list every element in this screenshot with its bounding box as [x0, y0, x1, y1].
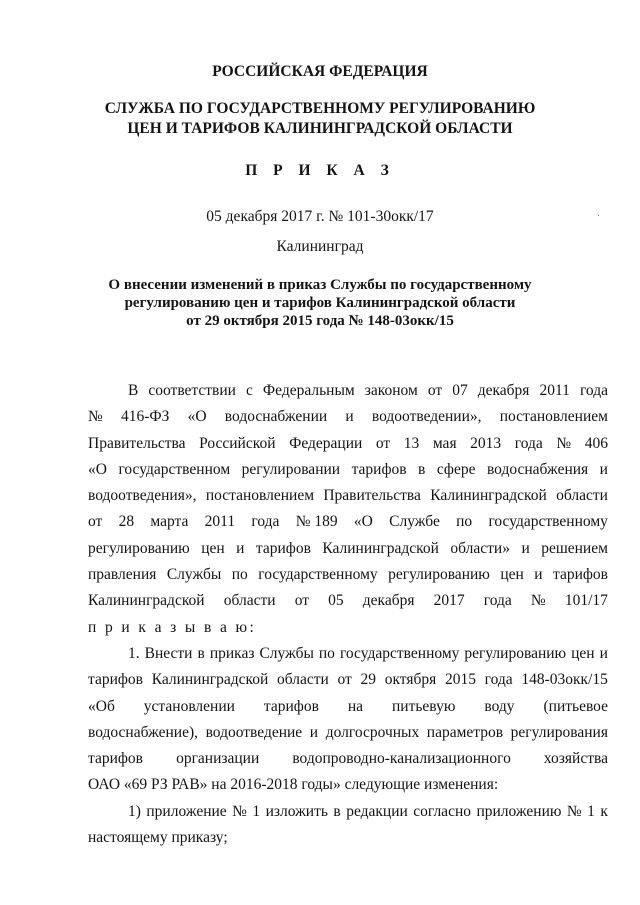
preamble-line: [88, 457, 608, 483]
item1-line: [88, 694, 608, 720]
subject-line1: О внесении изменений в приказ Службы по государственному: [108, 277, 532, 293]
word: параметров: [426, 723, 504, 741]
word: Калининградской: [322, 539, 439, 557]
date-and-number: 05 декабря 2017 г. № 101-30окк/17: [206, 208, 434, 225]
word: Правительства: [88, 434, 186, 452]
word: водопроводно-канализационного: [292, 750, 511, 768]
word: (питьевое: [543, 697, 608, 715]
subitem-1-paragraph: [88, 799, 608, 825]
word: государственному: [339, 644, 460, 662]
word: №: [556, 434, 572, 452]
word: приказ: [209, 644, 255, 662]
word: 2015: [444, 671, 476, 689]
word: правления: [88, 566, 157, 584]
word: №: [232, 802, 247, 820]
word: регулировании: [241, 460, 341, 478]
word: «Об: [88, 697, 115, 715]
word: по: [456, 513, 473, 531]
country-heading: РОССИЙСКАЯ ФЕДЕРАЦИЯ: [212, 63, 428, 80]
word: 406: [584, 434, 608, 452]
word: Калининградской: [151, 671, 269, 689]
word: мая: [432, 434, 457, 452]
word: 1.: [128, 644, 140, 662]
word: и: [345, 408, 354, 426]
word: «О: [88, 460, 107, 478]
word: 1: [252, 802, 261, 820]
word: от: [427, 382, 443, 399]
preamble-line: [88, 404, 608, 430]
word: цен: [201, 539, 225, 557]
item1-line: [88, 641, 608, 667]
word: № 189: [295, 513, 338, 531]
preamble-line: [88, 483, 608, 509]
word: хозяйства: [543, 750, 608, 768]
item-1-paragraph: [88, 641, 608, 772]
word: по: [318, 644, 335, 662]
word: приложение: [146, 802, 227, 820]
word: регулированию: [464, 644, 567, 662]
word: водоснабжении: [224, 408, 328, 426]
word: в: [197, 644, 205, 662]
word: Службы: [166, 566, 222, 584]
preamble-line: [88, 378, 608, 404]
word: постановлением: [499, 408, 608, 426]
word: и: [599, 460, 608, 478]
sub1-line: [88, 799, 608, 825]
item1-line: [88, 720, 608, 746]
word: тарифов: [88, 750, 143, 768]
word: Внести: [144, 644, 193, 662]
word: №: [530, 592, 546, 610]
subitem-1-last-line: настоящему приказу;: [88, 829, 228, 847]
word: 2011: [204, 513, 236, 531]
word: государственном: [118, 460, 231, 478]
word: Федеральным: [262, 382, 355, 399]
subject-line2: регулированию цен и тарифов Калининградской области: [124, 295, 516, 311]
preamble-line: [88, 509, 608, 535]
word: водоотведение: [205, 723, 303, 741]
word: решением: [541, 539, 608, 557]
word: и: [236, 539, 245, 557]
word: 28: [118, 513, 135, 531]
order-subject: [0, 276, 640, 330]
word: и: [521, 539, 530, 557]
word: 2011: [539, 382, 570, 399]
word: водоотведения»,: [88, 487, 197, 505]
word: Правительства: [323, 487, 421, 505]
preamble-line: [88, 588, 608, 614]
word: года: [579, 382, 608, 399]
word: от: [337, 671, 352, 689]
word: 101/17: [564, 592, 608, 610]
word: «О: [353, 513, 373, 531]
word: тарифов: [263, 697, 319, 715]
word: Службе: [389, 513, 440, 531]
subject-line3: от 29 октября 2015 года № 148-03окк/15: [186, 313, 454, 329]
word: 07: [452, 382, 468, 399]
word: согласно: [413, 802, 471, 820]
word: и: [534, 566, 543, 584]
order-body: [88, 378, 608, 851]
word: в: [333, 802, 341, 820]
word: «О: [187, 408, 207, 426]
word: 1): [128, 802, 141, 820]
word: к: [600, 802, 608, 820]
word: 05: [328, 592, 344, 610]
word: водоотведении»,: [371, 408, 482, 426]
word: цен: [500, 566, 524, 584]
word: декабря: [362, 592, 415, 610]
word: области: [276, 671, 329, 689]
word: 416-ФЗ: [121, 408, 170, 426]
agency-heading-line1: СЛУЖБА ПО ГОСУДАРСТВЕННОМУ РЕГУЛИРОВАНИЮ: [104, 100, 536, 117]
word: года: [251, 513, 280, 531]
word: тарифов: [553, 566, 608, 584]
word: тарифов: [255, 539, 311, 557]
word: долгосрочных: [325, 723, 420, 741]
word: водоснабжение),: [88, 723, 198, 741]
document-type-heading: П Р И К А З: [245, 162, 395, 179]
word: питьевую: [391, 697, 456, 715]
word: и: [309, 723, 319, 741]
word: Калининградской: [430, 487, 547, 505]
word: приложению: [476, 802, 562, 820]
word: редакции: [346, 802, 408, 820]
order-word: п р и к а з ы в а ю:: [88, 618, 257, 636]
word: В: [128, 382, 139, 399]
word: воду: [484, 697, 515, 715]
word: соответствии: [148, 382, 236, 399]
word: 13: [403, 434, 420, 452]
word: от: [88, 513, 103, 531]
preamble-line: [88, 536, 608, 562]
preamble-paragraph: [88, 378, 608, 615]
word: организации: [176, 750, 260, 768]
word: водоснабжения: [486, 460, 589, 478]
word: марта: [150, 513, 189, 531]
word: регулированию: [88, 539, 190, 557]
word: области: [223, 592, 276, 610]
word: законом: [364, 382, 418, 399]
word: года: [484, 671, 513, 689]
word: 2013: [470, 434, 502, 452]
word: 2017: [433, 592, 465, 610]
word: регулированию: [388, 566, 490, 584]
word: декабря: [477, 382, 530, 399]
word: №: [88, 408, 103, 426]
word: тарифов: [88, 671, 143, 689]
word: от: [294, 592, 310, 610]
scan-speck: [598, 215, 599, 216]
word: на: [347, 697, 364, 715]
city-name: Калининград: [276, 238, 364, 255]
item1-line: [88, 746, 608, 772]
word: Федерации: [289, 434, 363, 452]
item-1-last-line: ОАО «69 РЗ РАВ» на 2016-2018 годы» следующие изменения:: [88, 776, 499, 794]
preamble-line: [88, 431, 608, 457]
word: по: [231, 566, 248, 584]
preamble-line: [88, 562, 608, 588]
word: октября: [384, 671, 437, 689]
word: 148-03окк/15: [521, 671, 608, 689]
word: государственному: [258, 566, 378, 584]
item1-line: [88, 667, 608, 693]
word: тарифов: [351, 460, 407, 478]
word: 1: [587, 802, 595, 820]
word: от: [375, 434, 391, 452]
word: Службы: [259, 644, 314, 662]
word: области»: [450, 539, 510, 557]
word: сфере: [436, 460, 476, 478]
word: государственному: [488, 513, 608, 531]
agency-heading-line2: ЦЕН И ТАРИФОВ КАЛИНИНГРАДСКОЙ ОБЛАСТИ: [127, 120, 513, 137]
word: Российской: [199, 434, 276, 452]
word: №: [566, 802, 582, 820]
word: регулирования: [510, 723, 608, 741]
word: изложить: [265, 802, 328, 820]
word: постановлением: [205, 487, 315, 505]
word: цен: [571, 644, 595, 662]
word: 29: [360, 671, 377, 689]
word: и: [599, 644, 608, 662]
word: области: [556, 487, 608, 505]
word: года: [514, 434, 543, 452]
word: года: [483, 592, 512, 610]
word: Калининградской: [88, 592, 205, 610]
word: в: [418, 460, 426, 478]
word: с: [246, 382, 253, 399]
word: установлении: [143, 697, 235, 715]
